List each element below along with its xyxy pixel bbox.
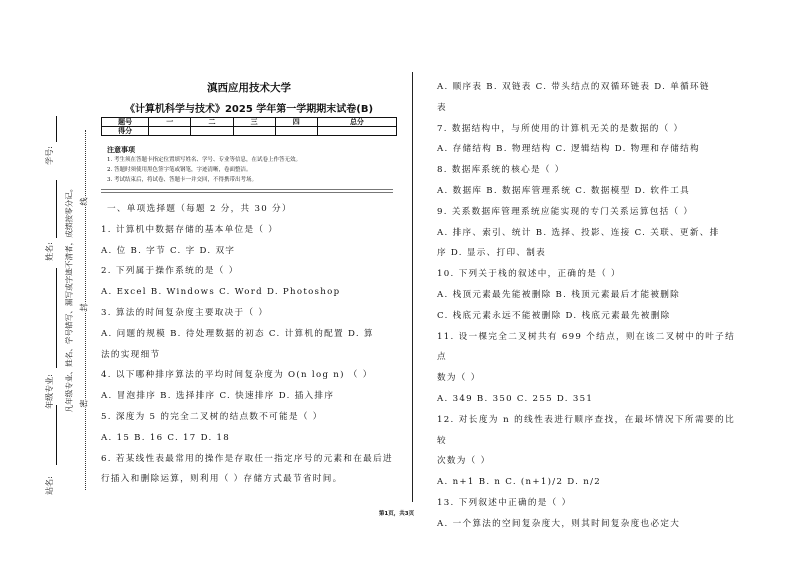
grade-major-label: 年级专业: xyxy=(44,374,54,409)
site-label: 站名: xyxy=(44,476,54,495)
note-item: 3. 考试结束后，将试卷、答题卡一并交回，不得携带出考场。 xyxy=(107,177,257,183)
score-input-cell xyxy=(233,127,275,136)
seal-char: 密 xyxy=(79,399,89,408)
student-id-line xyxy=(56,116,57,142)
note-item: 2. 答题时须使用黑色签字笔或钢笔，字迹清晰，卷面整洁。 xyxy=(107,167,252,173)
answer-options-line: A. 排序、索引、统计 B. 选择、投影、连接 C. 关联、更新、排 xyxy=(437,227,720,238)
question-line: 6. 若某线性表最常用的操作是存取任一指定序号的元素和在最后进 xyxy=(101,453,393,464)
question-line: 7. 数据结构中，与所使用的计算机无关的是数据的（ ） xyxy=(437,123,684,134)
notes-heading: 注意事项 xyxy=(107,146,135,154)
answer-options-line: A. 15 B. 16 C. 17 D. 18 xyxy=(101,432,231,443)
grade-major-line xyxy=(56,268,57,368)
score-cell: 二 xyxy=(191,118,233,127)
answer-options-line: A. 栈顶元素最先能被删除 B. 栈顶元素最后才能被删除 xyxy=(437,289,681,300)
score-table-score-row xyxy=(102,127,397,136)
score-cell: 总分 xyxy=(317,118,396,127)
note-item: 1. 考生须在答题卡指定位置填写姓名、学号、专业等信息，在试卷上作答无效。 xyxy=(107,157,301,163)
answer-options-line: A. 顺序表 B. 双链表 C. 带头结点的双循环链表 D. 单循环链 xyxy=(437,82,710,92)
answer-options-line: A. n+1 B. n C. (n+1)/2 D. n/2 xyxy=(437,477,602,488)
answer-options-line: 数为（ ） xyxy=(437,373,481,384)
question-line: 4. 以下哪种排序算法的平均时间复杂度为 O(n log n) （ ） xyxy=(101,370,373,381)
name-line xyxy=(56,180,57,238)
section-divider xyxy=(101,189,393,193)
score-cell: 三 xyxy=(233,118,275,127)
binding-notice: 凡年级专业、姓名、学号错写、漏写或字迹不清者，成绩按零分记。 xyxy=(64,184,74,413)
left-questions xyxy=(101,199,397,490)
seal-char: 线 xyxy=(79,197,89,206)
answer-options-line: A. Excel B. Windows C. Word D. Photoshop xyxy=(101,287,341,298)
answer-options-line: A. 问题的规模 B. 待处理数据的初态 C. 计算机的配置 D. 算 xyxy=(101,328,374,339)
score-input-cell xyxy=(275,127,317,136)
site-line xyxy=(56,405,57,465)
page-footer: 第1页，共3页 xyxy=(378,511,415,517)
question-line: 13. 下列叙述中正确的是（ ） xyxy=(437,497,572,508)
question-line: 一、单项选择题（每题 2 分，共 30 分） xyxy=(107,204,292,214)
right-questions xyxy=(437,77,735,535)
score-input-cell xyxy=(191,127,233,136)
answer-options-line: C. 栈底元素永远不能被删除 D. 栈底元素最先被删除 xyxy=(437,310,671,321)
column-divider xyxy=(412,72,413,502)
question-line: 1. 计算机中数据存储的基本单位是（ ） xyxy=(101,224,279,235)
answer-options-line: A. 冒泡排序 B. 选择排序 C. 快速排序 D. 插入排序 xyxy=(101,391,335,402)
score-cell: 得分 xyxy=(102,127,149,136)
question-line: 11. 设一棵完全二叉树共有 699 个结点，则在该二叉树中的叶子结点 xyxy=(437,331,735,363)
student-id-label: 学号: xyxy=(44,146,54,165)
answer-options-line: A. 349 B. 350 C. 255 D. 351 xyxy=(437,393,594,404)
answer-options-line: 序 D. 显示、打印、制表 xyxy=(437,248,547,259)
answer-options-line: A. 数据库 B. 数据库管理系统 C. 数据模型 D. 软件工具 xyxy=(437,185,691,196)
question-line: 8. 数据库系统的核心是（ ） xyxy=(437,165,565,176)
answer-options-line: A. 存储结构 B. 物理结构 C. 逻辑结构 D. 物理和存储结构 xyxy=(437,144,700,155)
name-label: 姓名: xyxy=(44,242,54,261)
answer-options-line: 次数为（ ） xyxy=(437,456,491,467)
answer-options-line: A. 一个算法的空间复杂度大，则其时间复杂度也必定大 xyxy=(437,518,681,529)
question-line: 5. 深度为 5 的完全二叉树的结点数不可能是（ ） xyxy=(101,411,323,422)
exam-notes xyxy=(107,145,397,185)
question-line: 12. 对长度为 n 的线性表进行顺序查找，在最坏情况下所需要的比较 xyxy=(437,414,735,446)
score-cell: 四 xyxy=(275,118,317,127)
answer-options-line: 行插入和删除运算，则利用（ ）存储方式最节省时间。 xyxy=(101,474,343,485)
university-title: 滇西应用技术大学 xyxy=(207,82,291,94)
question-line: 9. 关系数据库管理系统应能实现的专门关系运算包括（ ） xyxy=(437,206,694,217)
answer-options-line: 法的实现细节 xyxy=(101,349,161,360)
score-table xyxy=(101,117,397,136)
question-line: 10. 下列关于栈的叙述中，正确的是（ ） xyxy=(437,269,621,280)
exam-title: 《计算机科学与技术》2025 学年第一学期期末试卷(B) xyxy=(124,104,374,115)
question-line: 3. 算法的时间复杂度主要取决于（ ） xyxy=(101,307,269,318)
answer-options-line: A. 位 B. 字节 C. 字 D. 双字 xyxy=(101,245,236,256)
seal-char: 封 xyxy=(79,303,89,312)
answer-options-line: 表 xyxy=(437,102,447,113)
score-input-cell xyxy=(317,127,396,136)
score-cell: 一 xyxy=(149,118,191,127)
score-input-cell xyxy=(149,127,191,136)
score-table-header-row xyxy=(102,118,397,127)
question-line: 2. 下列属于操作系统的是（ ） xyxy=(101,266,239,277)
score-cell: 题号 xyxy=(102,118,149,127)
